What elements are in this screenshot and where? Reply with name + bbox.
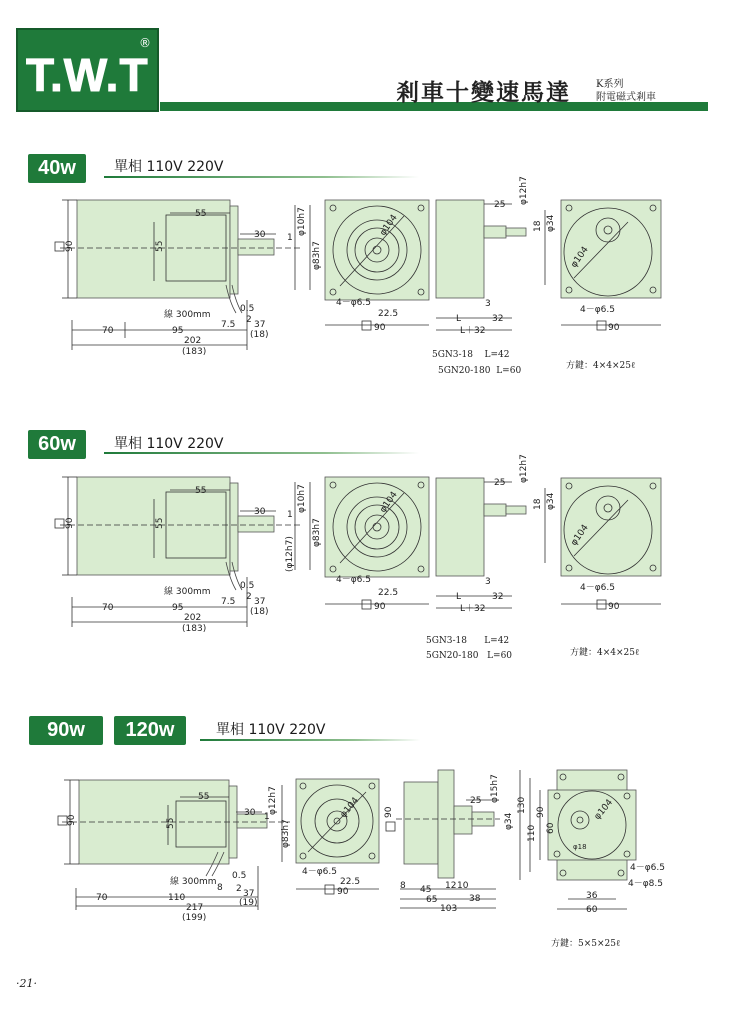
dim-18p-40w: (18) [250,330,269,340]
dim-18-60w: 18 [533,498,543,510]
dim-34-40w: φ34 [546,214,556,232]
dim-55a-90w: 55 [198,792,210,802]
power-badge-40w: 40w [28,154,86,183]
dim-199p-90w: (199) [182,913,207,923]
dim-104b-60w: φ104 [569,523,591,548]
dim-8b-90w: 8 [400,881,406,891]
dim-12h7-40w: φ12h7 [519,176,529,205]
dim-202-60w: 202 [184,613,202,623]
spec-label-90w-120w: 單相 110V 220V [216,722,326,738]
dim-65-90w: 65 [426,895,438,905]
dim-83h7-90w: φ83h7 [281,819,291,848]
dim-75-40w: 7.5 [221,320,236,330]
key-spec-60w: 方鍵：4×4×25ℓ [570,648,640,658]
section-40w-gear-view [436,176,556,336]
dim-225-90w: 22.5 [340,877,361,887]
dim-90-90w: 90 [67,814,77,826]
dim-37-60w: 37 [254,597,266,607]
dim-25-90w: 25 [470,796,482,806]
section-90w-front-view [296,779,379,897]
dim-37-90w: 37 [243,889,255,899]
dim-L32-40w: L＋32 [460,326,486,336]
dim-3-40w: 3 [485,299,491,309]
dim-12h7p-60w: (φ12h7) [285,536,295,572]
gear-model-2-60w: 5GN20-180 L=60 [426,651,513,661]
dim-32-40w: 32 [492,314,504,324]
dim-104-90w: φ104 [338,795,362,820]
dim-90b-60w: 90 [374,602,386,612]
dim-30-60w: 30 [254,507,266,517]
dim-83h7-40w: φ83h7 [312,241,322,270]
dim-8-90w: 8 [217,883,223,893]
dim-70-40w: 70 [102,326,114,336]
power-badge-120w: 120w [114,716,186,745]
page-title: 剎車十變速馬達 [396,80,571,106]
dim-90b-90w: 90 [337,887,349,897]
dim-225-40w: 22.5 [378,309,399,319]
dim-104b-40w: φ104 [569,245,591,270]
section-90w-side-view [58,780,291,923]
dim-36-90w: 36 [586,891,598,901]
dim-12-90w: 12 [445,881,457,891]
page-number: ·21· [16,977,37,990]
key-spec-40w: 方鍵：4×4×25ℓ [566,361,636,371]
dim-18-40w: 18 [533,220,543,232]
dim-4-85-90w: 4－φ8.5 [628,879,663,889]
power-badge-60w: 60w [28,430,86,459]
dim-55a-60w: 55 [195,486,207,496]
dim-90-40w: 90 [65,240,75,252]
dim-1-60w: 1 [287,510,293,520]
dim-L-60w: L [456,592,462,602]
power-badge-90w: 90w [29,716,103,745]
dim-05-40w: 0.5 [240,304,255,314]
dim-19p-90w: (19) [239,898,258,908]
dim-183p-60w: (183) [182,624,207,634]
section-60w-gear-view [436,454,556,614]
section-40w-side-view [55,200,322,357]
dim-183p-40w: (183) [182,347,207,357]
dim-110b-90w: 110 [527,824,537,842]
dim-38-90w: 38 [469,894,481,904]
dim-90-60w: 90 [65,517,75,529]
registered-mark: ® [139,36,151,50]
gear-model-1-60w: 5GN3-18 L=42 [426,636,510,646]
section-40w-rear-view [561,200,661,333]
section-60w-rear-view [561,478,661,612]
dim-202-40w: 202 [184,336,202,346]
dim-70-60w: 70 [102,603,114,613]
spec-label-60w: 單相 110V 220V [114,436,224,452]
gear-model-1-40w: 5GN3-18 L=42 [432,350,510,360]
section-90w-gear-view [384,770,514,914]
dim-130-90w: 130 [517,796,527,814]
dim-90c-40w: 90 [608,323,620,333]
dim-217-90w: 217 [186,903,204,913]
section-60w-front-view [325,477,429,612]
dim-wire-90w: 線 300mm [170,877,217,887]
dim-30-90w: 30 [244,808,256,818]
dim-L32-60w: L＋32 [460,604,486,614]
dim-4-65b-40w: 4－φ6.5 [580,305,615,315]
logo-text: T.W.T [26,49,149,101]
dim-10h7-40w: φ10h7 [297,207,307,236]
dim-34-90w: φ34 [504,812,514,830]
dim-103-90w: 103 [440,904,458,914]
dim-55b-60w: 55 [155,517,165,529]
dim-90e-90w: 90 [536,806,546,818]
dim-2-60w: 2 [246,592,252,602]
dim-32-60w: 32 [492,592,504,602]
dim-104-60w: φ104 [378,490,400,515]
dim-55a-40w: 55 [195,209,207,219]
dim-12h7-60w: φ12h7 [519,454,529,483]
dim-05-90w: 0.5 [232,871,247,881]
dim-25-40w: 25 [494,200,506,210]
dim-75-60w: 7.5 [221,597,236,607]
dim-225-60w: 22.5 [378,588,399,598]
dim-18p-60w: (18) [250,607,269,617]
dim-05-60w: 0.5 [240,581,255,591]
dim-34-60w: φ34 [546,492,556,510]
section-60w-side-view [55,477,322,634]
dim-4-65b-60w: 4－φ6.5 [580,583,615,593]
dim-90c-60w: 90 [608,602,620,612]
dim-55b-90w: 55 [166,817,176,829]
dim-95-60w: 95 [172,603,184,613]
dim-10-90w: 10 [457,881,469,891]
dim-1-40w: 1 [287,233,293,243]
dim-2-90w: 2 [236,884,242,894]
key-spec-90w: 方鍵：5×5×25ℓ [551,939,621,949]
dim-25-60w: 25 [494,478,506,488]
dim-104-40w: φ104 [378,213,400,238]
dim-4-65-60w: 4－φ6.5 [336,575,371,585]
dim-wire-60w: 線 300mm [164,587,211,597]
dim-37-40w: 37 [254,320,266,330]
dim-45-90w: 45 [420,885,432,895]
dim-15h7-90w: φ15h7 [490,774,500,803]
dim-70-90w: 70 [96,893,108,903]
dim-83h7-60w: φ83h7 [312,518,322,547]
dim-60-90w: 60 [546,822,556,834]
dim-60b-90w: 60 [586,905,598,915]
dim-18-90w: φ18 [573,843,587,851]
dim-4-65-90w: 4－φ6.5 [302,867,337,877]
dim-90b-40w: 90 [374,323,386,333]
dim-30-40w: 30 [254,230,266,240]
dim-2-40w: 2 [246,315,252,325]
dim-wire-40w: 線 300mm [164,310,211,320]
dim-L-40w: L [456,314,462,324]
dim-3-60w: 3 [485,577,491,587]
series-description: 附電磁式剎車 [596,92,656,103]
dim-55b-40w: 55 [155,240,165,252]
section-90w-rear-view [517,770,665,915]
dim-4-65-40w: 4－φ6.5 [336,298,371,308]
dim-90d-90w: 90 [384,806,394,818]
dim-110-90w: 110 [168,893,186,903]
dim-12h7-90w: φ12h7 [268,786,278,815]
dim-10h7-60w: φ10h7 [297,484,307,513]
dim-95-40w: 95 [172,326,184,336]
series-label: K系列 [596,79,624,90]
dim-1-90w: 1 [264,812,270,822]
spec-label-40w: 單相 110V 220V [114,159,224,175]
gear-model-2-40w: 5GN20-180 L=60 [438,366,522,376]
dim-104b-90w: φ104 [592,797,616,822]
section-40w-front-view [325,200,429,333]
dim-4-65b-90w: 4－φ6.5 [630,863,665,873]
